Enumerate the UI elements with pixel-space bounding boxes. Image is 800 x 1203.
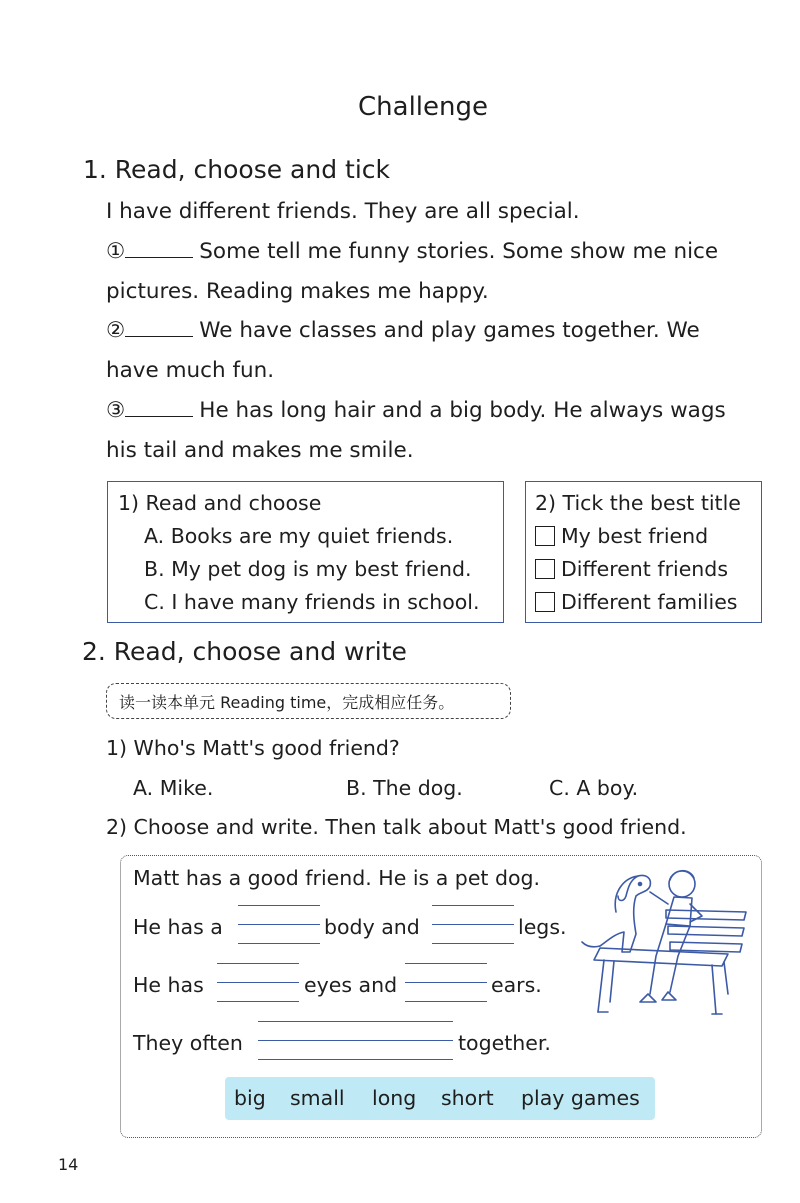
tick-title-box [525, 481, 762, 623]
question-1-option-b[interactable]: B. The dog. [346, 776, 463, 800]
paragraph-text: We have classes and play games together. We [199, 318, 700, 343]
answer-blank[interactable] [125, 255, 193, 258]
choice-option-c[interactable]: C. I have many friends in school. [144, 590, 480, 614]
tick-checkbox[interactable] [535, 592, 555, 612]
instruction-note [106, 683, 511, 719]
page-number: 14 [58, 1155, 79, 1174]
choice-option-a[interactable]: A. Books are my quiet friends. [144, 524, 454, 548]
box-title: 1) Read and choose [118, 491, 322, 515]
passage-text: He has [133, 973, 204, 997]
title-option-label: Different friends [561, 557, 728, 581]
instruction-note-text: 读一读本单元 Reading time，完成相应任务。 [119, 692, 455, 712]
section2-heading: 2. Read, choose and write [82, 637, 407, 666]
paragraph-marker: ② [106, 318, 126, 343]
title-option-label: My best friend [561, 524, 709, 548]
title-option-1 [535, 524, 708, 548]
question-1: 1) Who's Matt's good friend? [106, 736, 400, 760]
title-option-label: Different families [561, 590, 738, 614]
page-title: Challenge [358, 92, 488, 122]
passage-text: legs. [518, 915, 567, 939]
paragraph-text: He has long hair and a big body. He always wags [199, 398, 726, 423]
answer-lines[interactable] [432, 905, 514, 945]
question-1-option-c[interactable]: C. A boy. [549, 776, 639, 800]
passage-text: together. [458, 1031, 551, 1055]
paragraph-3-line-1 [106, 398, 726, 423]
paragraph-marker: ③ [106, 398, 126, 423]
passage-text: They often [133, 1031, 243, 1055]
word-bank-item[interactable]: short [441, 1086, 494, 1110]
passage-text: He has a [133, 915, 223, 939]
paragraph-text: Some tell me funny stories. Some show me nice [199, 239, 719, 264]
tick-checkbox[interactable] [535, 526, 555, 546]
section1-heading: 1. Read, choose and tick [83, 155, 390, 184]
tick-checkbox[interactable] [535, 559, 555, 579]
paragraph-1-line-1 [106, 239, 718, 264]
answer-lines[interactable] [238, 905, 320, 945]
passage-text: body and [324, 915, 420, 939]
passage-line-1: Matt has a good friend. He is a pet dog. [133, 866, 541, 890]
word-bank-item[interactable]: long [372, 1086, 417, 1110]
read-choose-box [107, 481, 504, 623]
answer-blank[interactable] [125, 414, 193, 417]
passage-text: eyes and [304, 973, 398, 997]
paragraph-2-line-2: have much fun. [106, 358, 275, 383]
answer-blank[interactable] [125, 334, 193, 337]
paragraph-3-line-2: his tail and makes me smile. [106, 438, 414, 463]
question-1-option-a[interactable]: A. Mike. [133, 776, 214, 800]
paragraph-1-line-2: pictures. Reading makes me happy. [106, 279, 489, 304]
title-option-2 [535, 557, 728, 581]
word-bank-item[interactable]: small [290, 1086, 345, 1110]
passage-text: ears. [491, 973, 542, 997]
word-bank-item[interactable]: big [234, 1086, 266, 1110]
answer-lines[interactable] [258, 1021, 453, 1061]
paragraph-marker: ① [106, 239, 126, 264]
paragraph-2-line-1 [106, 318, 700, 343]
intro-text: I have different friends. They are all special. [106, 199, 580, 224]
boy-and-dog-illustration [578, 862, 756, 1022]
title-option-3 [535, 590, 737, 614]
word-bank [225, 1077, 655, 1120]
word-bank-item[interactable]: play games [521, 1086, 640, 1110]
answer-lines[interactable] [405, 963, 487, 1003]
choice-option-b[interactable]: B. My pet dog is my best friend. [144, 557, 472, 581]
answer-lines[interactable] [217, 963, 299, 1003]
question-2: 2) Choose and write. Then talk about Matt's good friend. [106, 815, 687, 839]
box-title: 2) Tick the best title [535, 491, 741, 515]
